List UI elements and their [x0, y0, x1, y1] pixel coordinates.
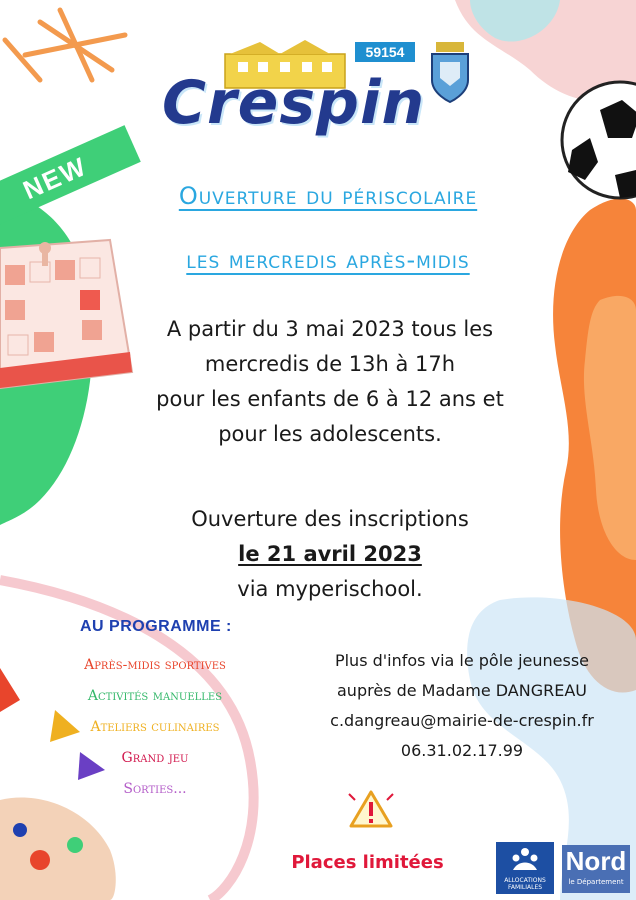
city-crest-icon — [428, 40, 472, 104]
red-triangle-deco — [0, 668, 20, 712]
program-list — [40, 650, 270, 805]
registration-date: le 21 avril 2023 — [238, 542, 422, 566]
palette-deco — [0, 797, 116, 900]
title-line-2: les mercredis après-midis — [186, 246, 470, 274]
registration-line: Ouverture des inscriptions — [191, 507, 469, 531]
soccer-ball-icon — [562, 82, 636, 198]
registration-block — [80, 502, 580, 607]
caf-label: ALLOCATIONS FAMILIALES — [504, 877, 546, 891]
postcode-badge: 59154 — [355, 42, 415, 62]
program-item: Ateliers culinaires — [90, 719, 220, 735]
program-heading: AU PROGRAMME : — [80, 618, 232, 635]
program-item: Après-midis sportives — [84, 657, 226, 673]
program-item: Grand jeu — [121, 750, 189, 766]
new-badge-label: NEW — [18, 150, 92, 206]
nord-name: Nord — [565, 846, 627, 876]
caf-logo — [496, 842, 554, 894]
registration-platform: via myperischool. — [237, 577, 423, 601]
town-name-wordmark: Crespin — [162, 68, 426, 138]
nord-department-logo — [562, 845, 630, 893]
details-block — [80, 312, 580, 452]
contact-line: auprès de Madame DANGREAU — [337, 681, 587, 700]
places-limited-notice: Places limitées — [291, 852, 444, 873]
details-line: mercredis de 13h à 17h — [204, 352, 456, 376]
contact-phone[interactable]: 06.31.02.17.99 — [400, 741, 524, 760]
title-line-1: Ouverture du périscolaire — [178, 182, 478, 210]
contact-line: Plus d'infos via le pôle jeunesse — [334, 651, 590, 670]
contact-email[interactable]: c.dangreau@mairie-de-crespin.fr — [330, 711, 594, 730]
caf-family-icon — [510, 846, 540, 872]
warning-icon — [347, 786, 395, 834]
snowflake-icon — [5, 10, 125, 80]
program-item: Sorties... — [123, 781, 187, 797]
program-block — [40, 618, 270, 805]
contact-block — [302, 646, 622, 766]
details-line: pour les adolescents. — [218, 422, 442, 446]
details-line: pour les enfants de 6 à 12 ans et — [156, 387, 504, 411]
program-item: Activités manuelles — [87, 688, 223, 704]
nord-subtitle: le Département — [568, 878, 624, 886]
details-line: A partir du 3 mai 2023 tous les — [166, 317, 494, 341]
crespin-logo — [150, 38, 490, 158]
